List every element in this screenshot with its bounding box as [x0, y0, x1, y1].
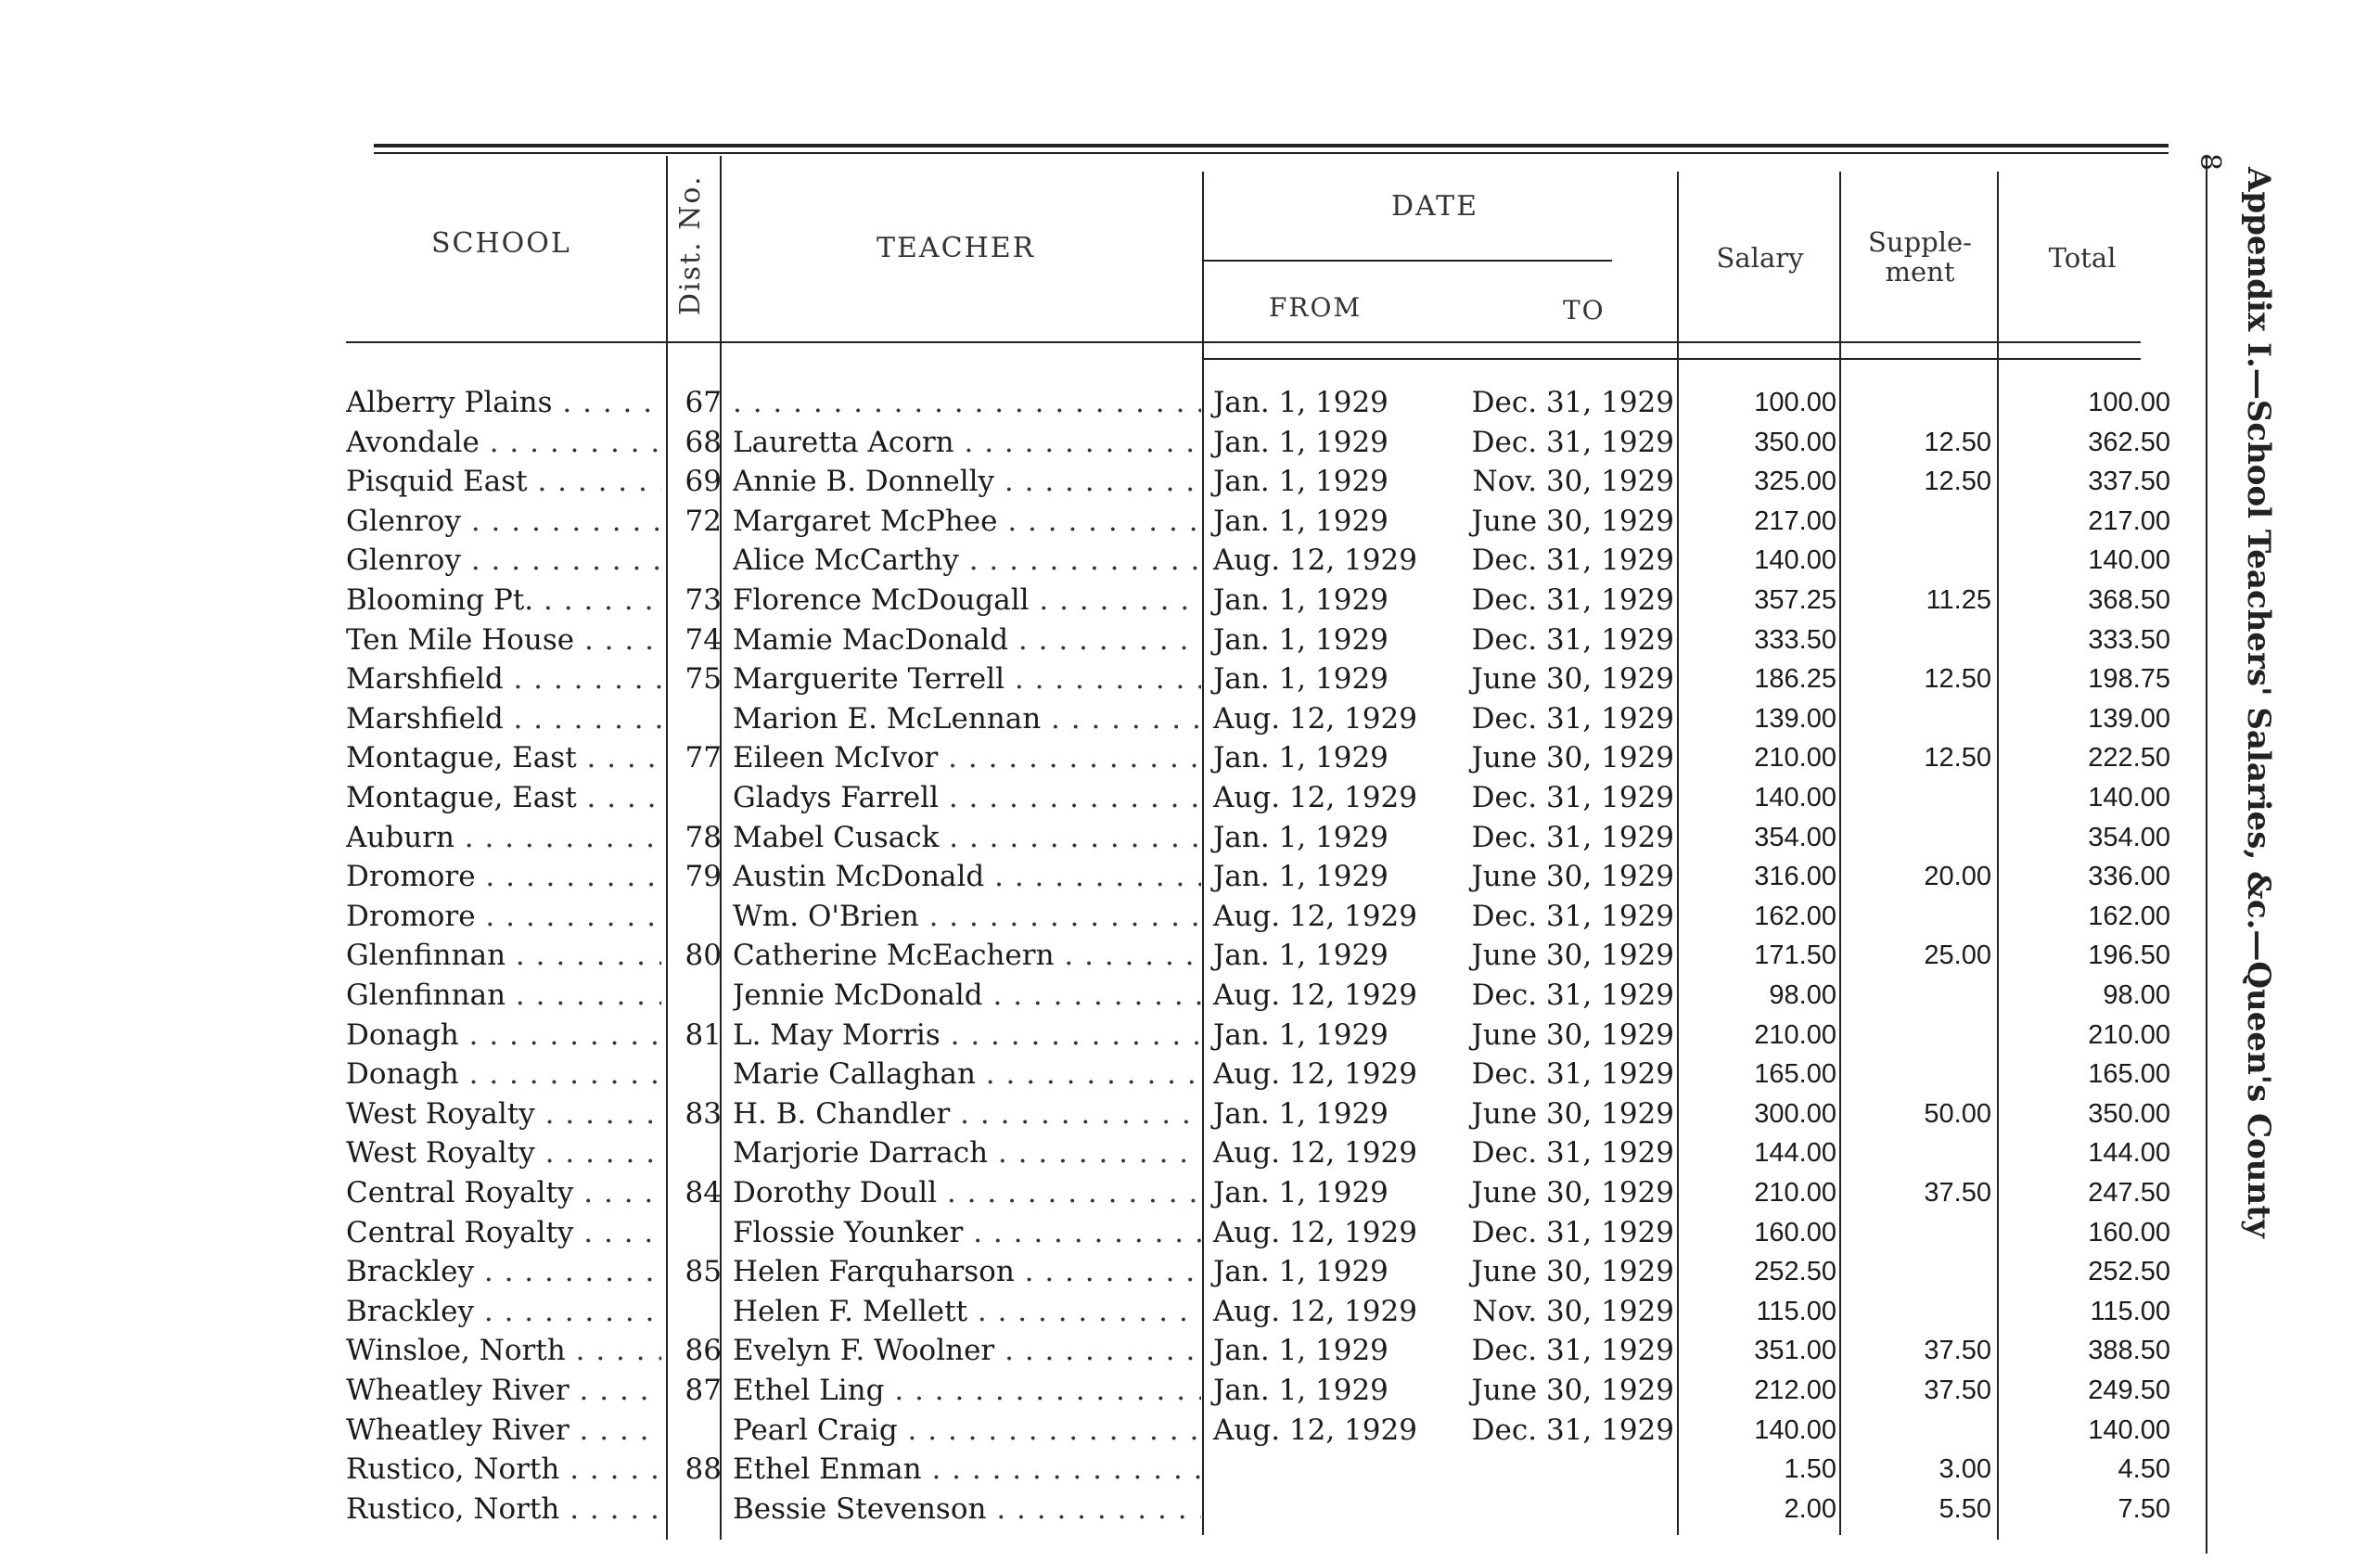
school-name: Montague, East . . .	[346, 738, 661, 777]
teacher-name: Marjorie Darrach . . .	[733, 1133, 1201, 1172]
dist-no: 88	[685, 1452, 722, 1487]
total-value: 7.50	[2118, 1493, 2170, 1524]
date-from: Aug. 12, 1929	[1213, 899, 1417, 933]
salary-value: 357.25	[1754, 585, 1836, 615]
date-to: Dec. 31, 1929	[1471, 386, 1674, 419]
dist-no: 85	[685, 1255, 722, 1289]
header-teacher: TEACHER	[877, 232, 1036, 264]
school-name: Glenroy . . .	[346, 541, 661, 580]
total-value: 252.50	[2088, 1257, 2170, 1287]
school-name: Blooming Pt. . . .	[346, 581, 661, 620]
salary-value: 212.00	[1754, 1375, 1836, 1405]
salary-value: 162.00	[1754, 901, 1836, 931]
table-row	[0, 1331, 2380, 1370]
school-name: Dromore . . .	[346, 857, 661, 896]
header-supplement-line2: ment	[1885, 256, 1955, 288]
salary-value: 100.00	[1754, 388, 1836, 417]
teacher-name: Helen Farquharson . . .	[733, 1252, 1201, 1291]
date-to: June 30, 1929	[1471, 662, 1674, 697]
table-row	[0, 541, 2380, 580]
teacher-name: Helen F. Mellett . . .	[733, 1292, 1201, 1331]
supplement-value: 25.00	[1924, 940, 1991, 971]
date-from: Jan. 1, 1929	[1213, 386, 1388, 419]
date-from: Aug. 12, 1929	[1213, 544, 1417, 578]
supplement-value: 11.25	[1926, 585, 1991, 615]
salary-value: 300.00	[1754, 1098, 1836, 1129]
subheader-rule	[1204, 358, 2141, 360]
supplement-value: 5.50	[1939, 1493, 1991, 1524]
date-from: Jan. 1, 1929	[1213, 1017, 1388, 1052]
supplement-value: 3.00	[1939, 1454, 1991, 1485]
date-from: Jan. 1, 1929	[1213, 465, 1388, 499]
total-value: 247.50	[2088, 1178, 2170, 1208]
teacher-name: Lauretta Acorn . . .	[733, 423, 1201, 462]
header-supplement	[1850, 227, 1990, 287]
table-row	[0, 1173, 2380, 1212]
teacher-name: Ethel Ling . . .	[733, 1371, 1201, 1410]
header-school: SCHOOL	[431, 227, 571, 260]
teacher-name: Wm. O'Brien . . .	[733, 897, 1201, 936]
header-from: FROM	[1269, 292, 1363, 323]
teacher-name: Austin McDonald . . .	[733, 857, 1201, 896]
table-row	[0, 936, 2380, 975]
total-value: 368.50	[2088, 585, 2170, 615]
top-rule-thin	[374, 152, 2169, 154]
salary-value: 171.50	[1754, 940, 1836, 971]
salary-value: 351.00	[1754, 1336, 1836, 1366]
date-to: Dec. 31, 1929	[1471, 979, 1674, 1012]
school-name: Glenfinnan . . .	[346, 976, 661, 1015]
teacher-name: Gladys Farrell . . .	[733, 778, 1201, 817]
supplement-value: 37.50	[1924, 1178, 1991, 1208]
dist-no: 68	[685, 425, 722, 459]
total-value: 336.00	[2088, 862, 2170, 892]
school-name: Marshfield . . .	[346, 659, 661, 698]
total-value: 350.00	[2088, 1098, 2170, 1129]
dist-no: 86	[685, 1334, 722, 1368]
dist-no: 67	[685, 386, 722, 419]
total-value: 140.00	[2088, 783, 2170, 812]
table-row	[0, 857, 2380, 896]
teacher-name: Mamie MacDonald . . .	[733, 621, 1201, 659]
table-row	[0, 383, 2380, 422]
teacher-name: Dorothy Doull . . .	[733, 1173, 1201, 1212]
table-row	[0, 1371, 2380, 1410]
date-from: Aug. 12, 1929	[1213, 781, 1417, 814]
salary-value: 350.00	[1754, 427, 1836, 457]
dist-no: 74	[685, 622, 722, 657]
total-value: 337.50	[2088, 467, 2170, 497]
table-row	[0, 621, 2380, 659]
total-value: 4.50	[2118, 1454, 2170, 1485]
date-to: Dec. 31, 1929	[1471, 781, 1674, 814]
date-from: Aug. 12, 1929	[1213, 1057, 1417, 1092]
total-value: 100.00	[2088, 388, 2170, 417]
page-number: 8	[2194, 153, 2226, 172]
teacher-name: Bessie Stevenson . . .	[733, 1490, 1201, 1529]
teacher-name: Evelyn F. Woolner . . .	[733, 1331, 1201, 1370]
table-row	[0, 897, 2380, 936]
total-value: 388.50	[2088, 1336, 2170, 1366]
salary-value: 252.50	[1754, 1257, 1836, 1287]
date-to: Dec. 31, 1929	[1471, 701, 1674, 736]
date-to: Dec. 31, 1929	[1471, 622, 1674, 657]
teacher-name: Annie B. Donnelly . . .	[733, 462, 1201, 501]
teacher-name: Florence McDougall . . .	[733, 581, 1201, 620]
total-value: 362.50	[2088, 427, 2170, 457]
school-name: Rustico, North . . .	[346, 1450, 661, 1489]
supplement-value: 12.50	[1924, 664, 1991, 695]
table-row	[0, 699, 2380, 738]
date-from: Jan. 1, 1929	[1213, 425, 1388, 459]
teacher-name: Eileen McIvor . . .	[733, 738, 1201, 777]
supplement-value: 20.00	[1924, 862, 1991, 892]
dist-no: 87	[685, 1374, 722, 1407]
school-name: Pisquid East . . .	[346, 462, 661, 501]
salary-value: 325.00	[1754, 467, 1836, 497]
date-from: Jan. 1, 1929	[1213, 860, 1388, 894]
school-name: Winsloe, North . . .	[346, 1331, 661, 1370]
supplement-value: 12.50	[1924, 467, 1991, 497]
school-name: Avondale . . .	[346, 423, 661, 462]
date-from: Aug. 12, 1929	[1213, 1413, 1417, 1447]
salary-value: 354.00	[1754, 822, 1836, 852]
dist-no: 78	[685, 820, 722, 854]
total-value: 144.00	[2088, 1138, 2170, 1169]
header-salary: Salary	[1716, 242, 1804, 274]
date-to: Dec. 31, 1929	[1471, 583, 1674, 617]
supplement-value: 12.50	[1924, 427, 1991, 457]
school-name: Central Royalty . . .	[346, 1213, 661, 1252]
salary-value: 144.00	[1754, 1138, 1836, 1169]
table-row	[0, 778, 2380, 817]
total-value: 115.00	[2090, 1296, 2170, 1326]
table-row	[0, 1213, 2380, 1252]
table-row	[0, 462, 2380, 501]
date-from: Aug. 12, 1929	[1213, 1215, 1417, 1249]
dist-no: 73	[685, 583, 722, 617]
date-to: June 30, 1929	[1471, 1017, 1674, 1052]
total-value: 217.00	[2088, 505, 2170, 536]
date-to: Dec. 31, 1929	[1471, 1413, 1674, 1447]
date-to: June 30, 1929	[1471, 741, 1674, 775]
salary-value: 98.00	[1769, 980, 1836, 1010]
school-name: Donagh . . .	[346, 1016, 661, 1055]
total-value: 139.00	[2088, 703, 2170, 734]
table-row	[0, 818, 2380, 857]
school-name: Alberry Plains . . .	[346, 383, 661, 422]
table-row	[0, 1055, 2380, 1094]
date-to: Dec. 31, 1929	[1471, 899, 1674, 933]
date-from: Jan. 1, 1929	[1213, 1255, 1388, 1289]
teacher-name: Flossie Younker . . .	[733, 1213, 1201, 1252]
date-from: Aug. 12, 1929	[1213, 979, 1417, 1012]
date-from: Jan. 1, 1929	[1213, 1176, 1388, 1209]
teacher-name: Marion E. McLennan . . .	[733, 699, 1201, 738]
dist-no: 83	[685, 1096, 722, 1131]
total-value: 140.00	[2088, 1414, 2170, 1445]
table-row	[0, 502, 2380, 541]
date-to: Dec. 31, 1929	[1471, 1136, 1674, 1171]
dist-no: 77	[685, 741, 722, 775]
date-to: June 30, 1929	[1471, 1374, 1674, 1407]
total-value: 140.00	[2088, 545, 2170, 576]
school-name: Dromore . . .	[346, 897, 661, 936]
school-name: Montague, East . . .	[346, 778, 661, 817]
salary-value: 210.00	[1754, 1019, 1836, 1050]
total-value: 333.50	[2088, 624, 2170, 655]
dist-no: 69	[685, 465, 722, 499]
header-supplement-line1: Supple-	[1868, 226, 1972, 258]
salary-value: 115.00	[1756, 1296, 1836, 1326]
date-from: Jan. 1, 1929	[1213, 1374, 1388, 1407]
salary-value: 333.50	[1754, 624, 1836, 655]
date-to: June 30, 1929	[1471, 504, 1674, 538]
header-total: Total	[2048, 242, 2117, 274]
school-name: Rustico, North . . .	[346, 1490, 661, 1529]
date-to: Nov. 30, 1929	[1472, 465, 1674, 499]
date-from: Jan. 1, 1929	[1213, 622, 1388, 657]
supplement-value: 37.50	[1924, 1336, 1991, 1366]
supplement-value: 12.50	[1924, 743, 1991, 774]
date-to: Dec. 31, 1929	[1471, 1334, 1674, 1368]
salary-value: 210.00	[1754, 1178, 1836, 1208]
side-running-title: Appendix I.—School Teachers' Salaries, &c.—Queen's County	[2240, 167, 2277, 1238]
table-row	[0, 581, 2380, 620]
date-from: Jan. 1, 1929	[1213, 741, 1388, 775]
date-from: Jan. 1, 1929	[1213, 820, 1388, 854]
total-value: 160.00	[2088, 1217, 2170, 1248]
salary-value: 316.00	[1754, 862, 1836, 892]
date-to: Dec. 31, 1929	[1471, 544, 1674, 578]
total-value: 98.00	[2103, 980, 2170, 1010]
dist-no: 72	[685, 504, 722, 538]
header-dist-no: Dist. No.	[674, 174, 707, 315]
table-row	[0, 1016, 2380, 1055]
salary-value: 2.00	[1784, 1493, 1836, 1524]
dist-no: 80	[685, 939, 722, 973]
dist-no: 79	[685, 860, 722, 894]
total-value: 210.00	[2088, 1019, 2170, 1050]
total-value: 165.00	[2088, 1059, 2170, 1090]
teacher-name: Margaret McPhee . . .	[733, 502, 1201, 541]
total-value: 198.75	[2088, 664, 2170, 695]
date-to: Dec. 31, 1929	[1471, 425, 1674, 459]
teacher-name	[733, 383, 1201, 422]
table-row	[0, 738, 2380, 777]
school-name: Brackley . . .	[346, 1292, 661, 1331]
teacher-name: Marie Callaghan . . .	[733, 1055, 1201, 1094]
table-row	[0, 1450, 2380, 1489]
school-name: Glenroy . . .	[346, 502, 661, 541]
teacher-name: Catherine McEachern . . .	[733, 936, 1201, 975]
table-row	[0, 976, 2380, 1015]
header-date: DATE	[1391, 190, 1478, 223]
school-name: Wheatley River . . .	[346, 1371, 661, 1410]
teacher-name: Pearl Craig . . .	[733, 1411, 1201, 1450]
supplement-value: 37.50	[1924, 1375, 1991, 1405]
teacher-name: Mabel Cusack . . .	[733, 818, 1201, 857]
date-from: Aug. 12, 1929	[1213, 701, 1417, 736]
date-from: Jan. 1, 1929	[1213, 1096, 1388, 1131]
salary-value: 186.25	[1754, 664, 1836, 695]
total-value: 162.00	[2088, 901, 2170, 931]
table-row	[0, 1490, 2380, 1529]
teacher-name: L. May Morris . . .	[733, 1016, 1201, 1055]
date-from: Aug. 12, 1929	[1213, 1294, 1417, 1328]
date-to: Dec. 31, 1929	[1471, 1057, 1674, 1092]
date-to: June 30, 1929	[1471, 1176, 1674, 1209]
salary-value: 210.00	[1754, 743, 1836, 774]
top-rule-thick	[374, 144, 2169, 147]
date-from: Jan. 1, 1929	[1213, 939, 1388, 973]
school-name: Marshfield . . .	[346, 699, 661, 738]
school-name: Ten Mile House . . .	[346, 621, 661, 659]
date-from: Jan. 1, 1929	[1213, 662, 1388, 697]
school-name: Central Royalty . . .	[346, 1173, 661, 1212]
table-row	[0, 1252, 2380, 1291]
school-name: Glenfinnan . . .	[346, 936, 661, 975]
header-bottom-rule	[346, 341, 2141, 343]
teacher-name: Jennie McDonald . . .	[733, 976, 1201, 1015]
table-row	[0, 1133, 2380, 1172]
teacher-name: Alice McCarthy . . .	[733, 541, 1201, 580]
salary-value: 140.00	[1754, 1414, 1836, 1445]
salary-value: 1.50	[1784, 1454, 1836, 1485]
total-value: 249.50	[2088, 1375, 2170, 1405]
table-row	[0, 1292, 2380, 1331]
salary-value: 160.00	[1754, 1217, 1836, 1248]
dist-no: 81	[685, 1017, 722, 1052]
supplement-value: 50.00	[1924, 1098, 1991, 1129]
date-from: Jan. 1, 1929	[1213, 1334, 1388, 1368]
teacher-name: Marguerite Terrell . . .	[733, 659, 1201, 698]
date-split-rule	[1204, 260, 1612, 262]
salary-value: 140.00	[1754, 545, 1836, 576]
school-name: Auburn . . .	[346, 818, 661, 857]
table-row	[0, 1094, 2380, 1133]
date-to: Dec. 31, 1929	[1471, 820, 1674, 854]
date-to: June 30, 1929	[1471, 860, 1674, 894]
table-row	[0, 659, 2380, 698]
dist-no: 84	[685, 1176, 722, 1209]
salary-value: 139.00	[1754, 703, 1836, 734]
teacher-name: H. B. Chandler . . .	[733, 1094, 1201, 1133]
date-to: June 30, 1929	[1471, 1255, 1674, 1289]
school-name: Wheatley River . . .	[346, 1411, 661, 1450]
total-value: 196.50	[2088, 940, 2170, 971]
total-value: 222.50	[2088, 743, 2170, 774]
salary-value: 217.00	[1754, 505, 1836, 536]
salary-value: 140.00	[1754, 783, 1836, 812]
date-to: Nov. 30, 1929	[1472, 1294, 1674, 1328]
date-from: Jan. 1, 1929	[1213, 504, 1388, 538]
school-name: West Royalty . . .	[346, 1133, 661, 1172]
header-to: TO	[1563, 295, 1606, 326]
date-to: Dec. 31, 1929	[1471, 1215, 1674, 1249]
table-row	[0, 423, 2380, 462]
date-from: Jan. 1, 1929	[1213, 583, 1388, 617]
school-name: Brackley . . .	[346, 1252, 661, 1291]
school-name: West Royalty . . .	[346, 1094, 661, 1133]
table-row	[0, 1411, 2380, 1450]
total-value: 354.00	[2088, 822, 2170, 852]
school-name: Donagh . . .	[346, 1055, 661, 1094]
date-to: June 30, 1929	[1471, 1096, 1674, 1131]
date-to: June 30, 1929	[1471, 939, 1674, 973]
teacher-name: Ethel Enman . . .	[733, 1450, 1201, 1489]
date-from: Aug. 12, 1929	[1213, 1136, 1417, 1171]
dist-no: 75	[685, 662, 722, 697]
salary-value: 165.00	[1754, 1059, 1836, 1090]
